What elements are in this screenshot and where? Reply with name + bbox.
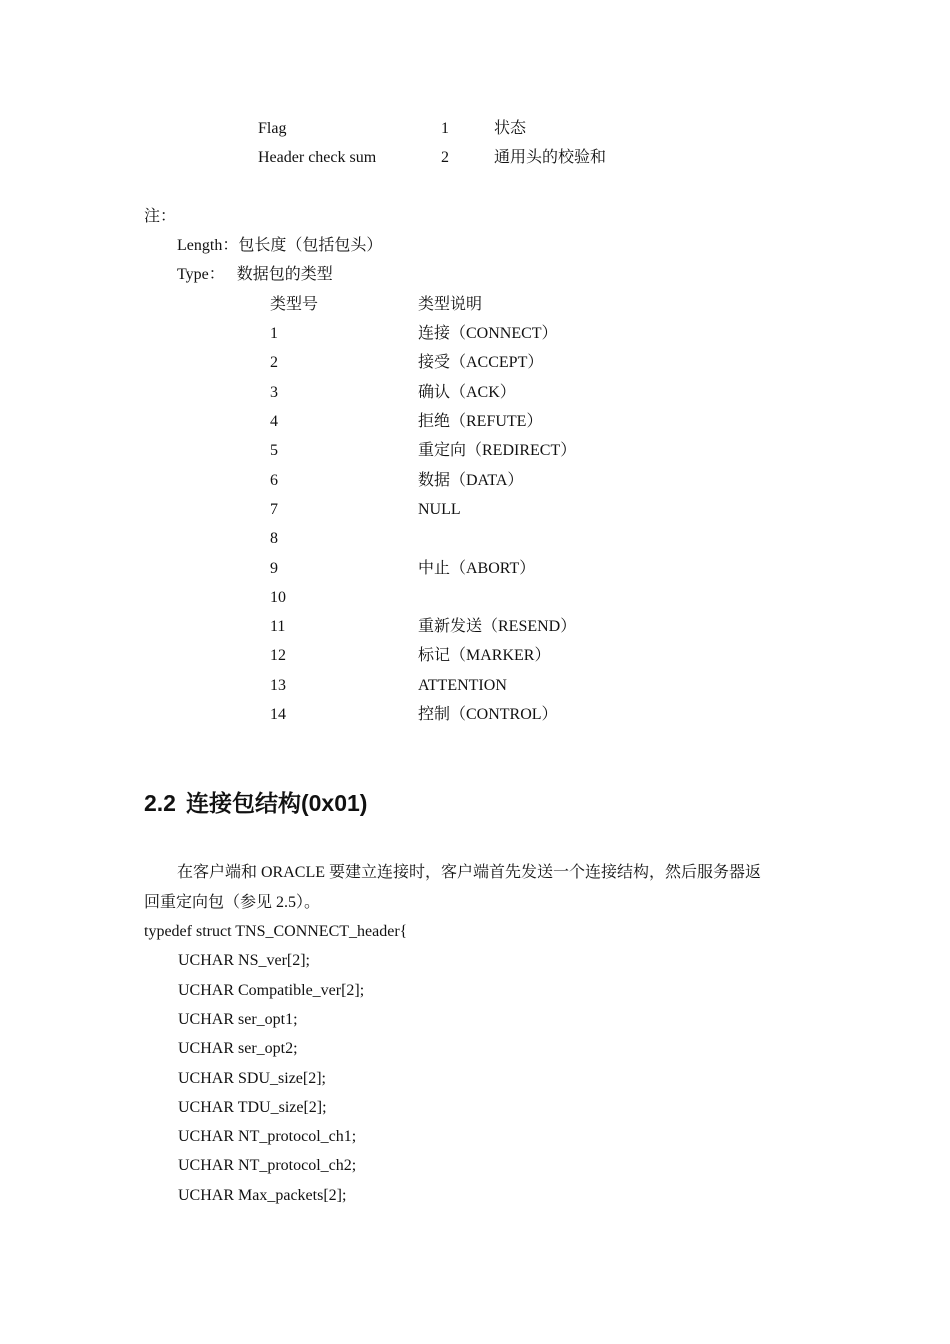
type-row-desc: 接受（ACCEPT） [418, 354, 544, 371]
header-size-flag: 1 [441, 120, 449, 137]
code-field: UCHAR Max_packets[2]; [178, 1187, 347, 1204]
header-size-checksum: 2 [441, 149, 449, 166]
type-row-desc: 重定向（REDIRECT） [418, 442, 577, 459]
type-row-desc: NULL [418, 501, 461, 518]
type-row-num: 9 [270, 560, 278, 577]
note-label: 注： [144, 208, 177, 225]
type-row-num: 12 [270, 647, 286, 664]
length-note: Length：包长度（包括包头） [177, 237, 383, 254]
type-table-header-desc: 类型说明 [418, 296, 483, 313]
section-heading [144, 789, 367, 817]
type-row-num: 8 [270, 530, 278, 547]
type-row-num: 1 [270, 325, 278, 342]
type-row-desc: 控制（CONTROL） [418, 706, 558, 723]
type-row-num: 13 [270, 677, 286, 694]
code-field: UCHAR Compatible_ver[2]; [178, 982, 365, 999]
type-row-num: 6 [270, 472, 278, 489]
header-field-checksum: Header check sum [258, 149, 377, 166]
type-row-num: 10 [270, 589, 286, 606]
type-row-desc: ATTENTION [418, 677, 507, 694]
code-field: UCHAR NT_protocol_ch2; [178, 1157, 357, 1174]
type-row-desc: 数据（DATA） [418, 472, 524, 489]
type-row-num: 4 [270, 413, 278, 430]
section-title: 连接包结构(0x01) [185, 790, 368, 816]
type-table-header-num: 类型号 [270, 296, 319, 313]
type-row-num: 7 [270, 501, 278, 518]
type-row-desc: 重新发送（RESEND） [418, 618, 577, 635]
code-field: UCHAR ser_opt2; [178, 1040, 298, 1057]
type-row-desc: 连接（CONNECT） [418, 325, 558, 342]
code-struct-declaration: typedef struct TNS_CONNECT_header{ [144, 923, 408, 940]
type-row-desc: 拒绝（REFUTE） [418, 413, 543, 430]
type-row-desc: 标记（MARKER） [418, 647, 551, 664]
header-desc-checksum: 通用头的校验和 [494, 149, 607, 166]
code-field: UCHAR NT_protocol_ch1; [178, 1128, 357, 1145]
type-row-desc: 确认（ACK） [418, 384, 516, 401]
type-note: Type： 数据包的类型 [177, 266, 333, 283]
code-field: UCHAR SDU_size[2]; [178, 1070, 326, 1087]
paragraph-line-2: 回重定向包（参见 2.5）。 [144, 894, 321, 911]
code-field: UCHAR ser_opt1; [178, 1011, 298, 1028]
header-desc-flag: 状态 [494, 120, 527, 137]
type-row-num: 11 [270, 618, 286, 635]
code-field: UCHAR TDU_size[2]; [178, 1099, 327, 1116]
type-row-num: 2 [270, 354, 278, 371]
section-number: 2.2 [144, 790, 176, 816]
type-row-num: 3 [270, 384, 278, 401]
type-row-num: 14 [270, 706, 286, 723]
type-row-desc: 中止（ABORT） [418, 560, 536, 577]
paragraph-line-1: 在客户端和 ORACLE 要建立连接时，客户端首先发送一个连接结构，然后服务器返 [177, 864, 762, 881]
code-field: UCHAR NS_ver[2]; [178, 952, 310, 969]
header-field-flag: Flag [258, 120, 287, 137]
type-row-num: 5 [270, 442, 278, 459]
